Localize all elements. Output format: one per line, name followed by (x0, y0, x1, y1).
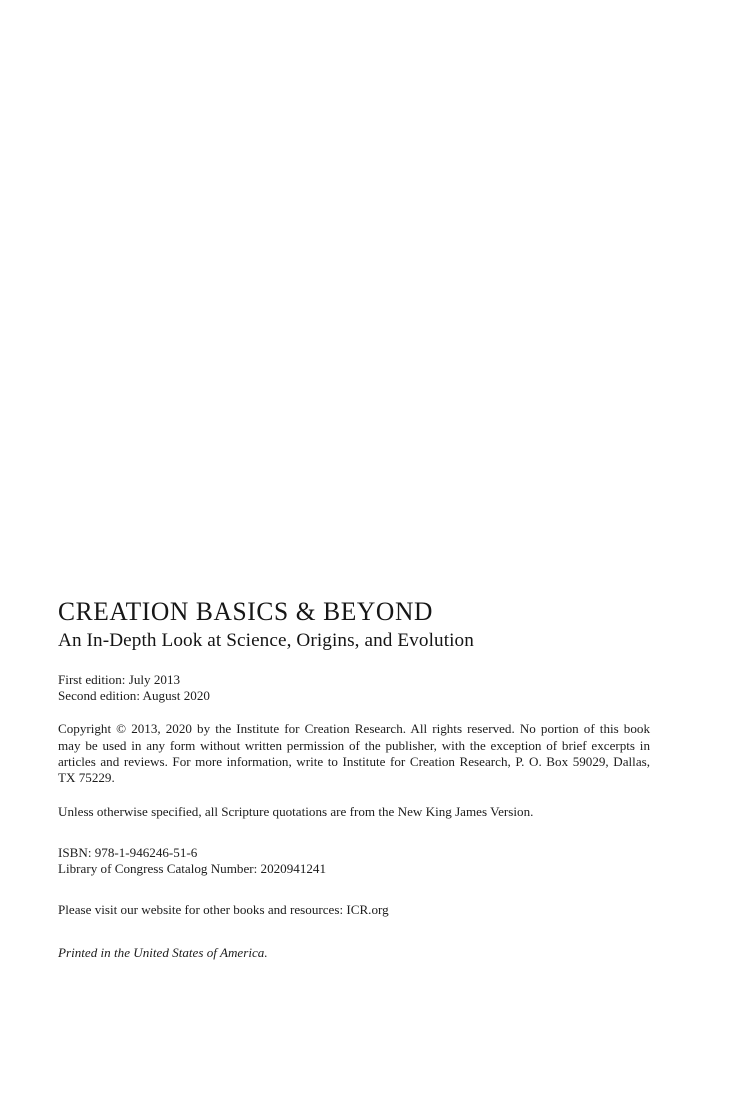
copyright-line-3: articles and reviews. For more information, write to Institute for Creation Research, P. O. Box 59029, Dallas, (58, 754, 650, 769)
edition-list (58, 672, 650, 704)
copyright-line-4: TX 75229. (58, 770, 115, 786)
copyright-line-1: Copyright © 2013, 2020 by the Institute for Creation Research. All rights reserved. No portion of this book (58, 721, 650, 737)
identifier-block (58, 845, 650, 878)
lccn-line: Library of Congress Catalog Number: 2020941241 (58, 861, 327, 877)
isbn-line: ISBN: 978-1-946246-51-6 (58, 844, 198, 860)
page-subtitle: An In-Depth Look at Science, Origins, and Evolution (58, 630, 474, 651)
printed-in-note: Printed in the United States of America. (58, 944, 268, 960)
page-title: CREATION BASICS & BEYOND (58, 596, 433, 627)
imprint-block (58, 596, 650, 961)
second-edition-line: Second edition: August 2020 (58, 688, 210, 704)
copyright-paragraph (58, 721, 650, 786)
scripture-version-note: Unless otherwise specified, all Scripture quotations are from the New King James Version. (58, 803, 534, 819)
copyright-line-2: may be used in any form without written permission of the publisher, with the exception of brief excerpts in (58, 737, 650, 753)
first-edition-line: First edition: July 2013 (58, 672, 181, 687)
website-note: Please visit our website for other books and resources: ICR.org (58, 902, 389, 918)
